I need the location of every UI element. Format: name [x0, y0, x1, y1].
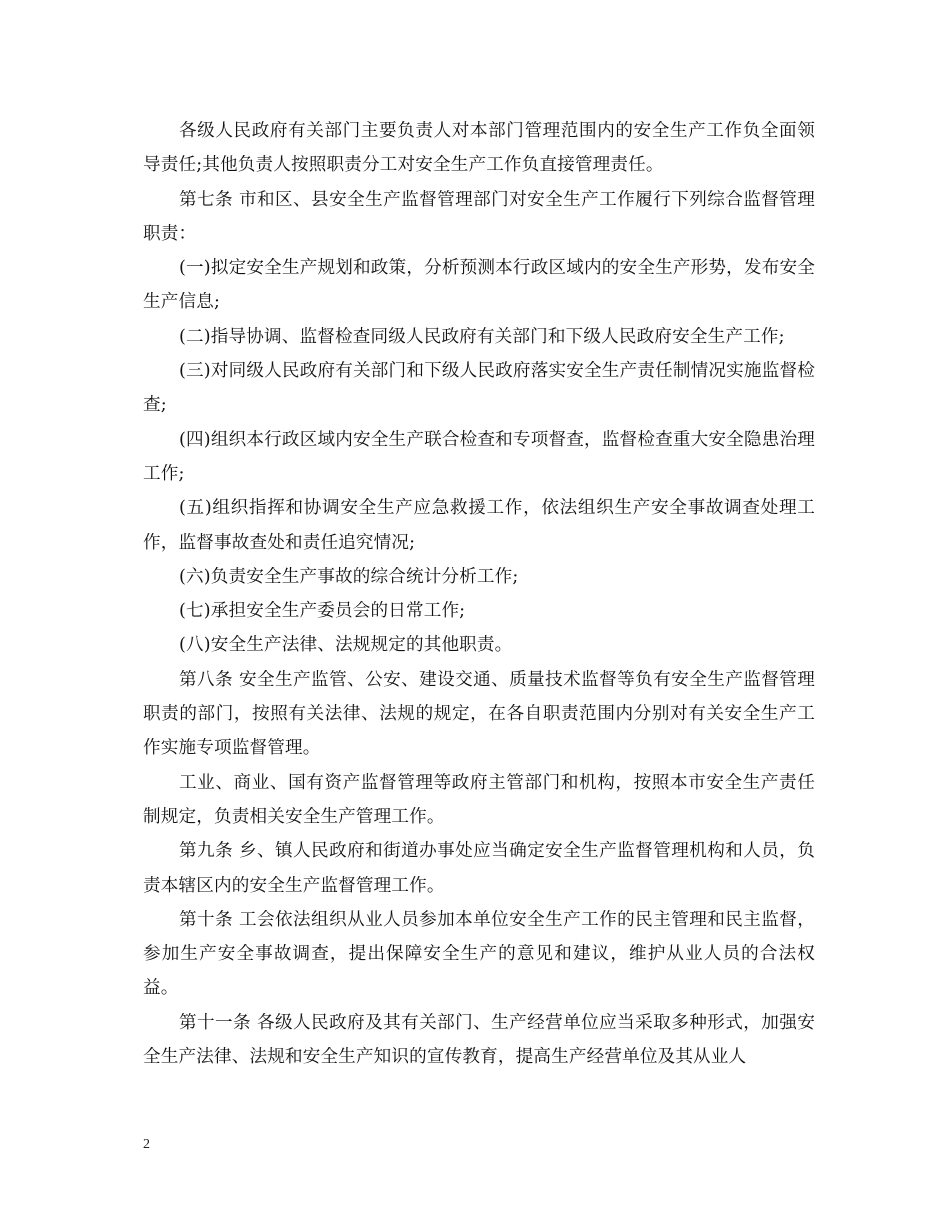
list-item-duty-7: (七)承担安全生产委员会的日常工作; [179, 601, 466, 622]
paragraph-article-9: 第九条 乡、镇人民政府和街道办事处应当确定安全生产监督管理机构和人员，负责本辖区内的安全生产监督管理工作。 [143, 841, 815, 896]
list-item-duty-2: (二)指导协调、监督检查同级人民政府有关部门和下级人民政府安全生产工作; [179, 326, 785, 347]
paragraph-industry-departments: 工业、商业、国有资产监督管理等政府主管部门和机构，按照本市安全生产责任制规定，负责相关安全生产管理工作。 [143, 772, 815, 827]
paragraph-leadership-responsibility: 各级人民政府有关部门主要负责人对本部门管理范围内的安全生产工作负全面领导责任;其他负责人按照职责分工对安全生产工作负直接管理责任。 [143, 121, 815, 176]
paragraph-article-8: 第八条 安全生产监管、公安、建设交通、质量技术监督等负有安全生产监督管理职责的部门，按照有关法律、法规的规定，在各自职责范围内分别对有关安全生产工作实施专项监督管理。 [143, 669, 815, 759]
paragraph-article-10: 第十条 工会依法组织从业人员参加本单位安全生产工作的民主管理和民主监督，参加生产安全事故调查，提出保障安全生产的意见和建议，维护从业人员的合法权益。 [143, 909, 815, 999]
list-item-duty-6: (六)负责安全生产事故的综合统计分析工作; [179, 566, 519, 587]
document-body [143, 114, 815, 1074]
list-item-duty-8: (八)安全生产法律、法规规定的其他职责。 [179, 635, 513, 656]
page-number: 2 [143, 1137, 150, 1152]
list-item-duty-5: (五)组织指挥和协调安全生产应急救援工作，依法组织生产安全事故调查处理工作，监督事故查处和责任追究情况; [143, 498, 815, 553]
paragraph-article-7: 第七条 市和区、县安全生产监督管理部门对安全生产工作履行下列综合监督管理职责： [143, 189, 815, 244]
list-item-duty-4: (四)组织本行政区域内安全生产联合检查和专项督查，监督检查重大安全隐患治理工作; [143, 429, 815, 484]
list-item-duty-3: (三)对同级人民政府有关部门和下级人民政府落实安全生产责任制情况实施监督检查; [143, 361, 815, 416]
list-item-duty-1: (一)拟定安全生产规划和政策，分析预测本行政区域内的安全生产形势，发布安全生产信息; [143, 258, 815, 313]
paragraph-article-11: 第十一条 各级人民政府及其有关部门、生产经营单位应当采取多种形式，加强安全生产法律、法规和安全生产知识的宣传教育，提高生产经营单位及其从业人 [143, 1012, 815, 1068]
